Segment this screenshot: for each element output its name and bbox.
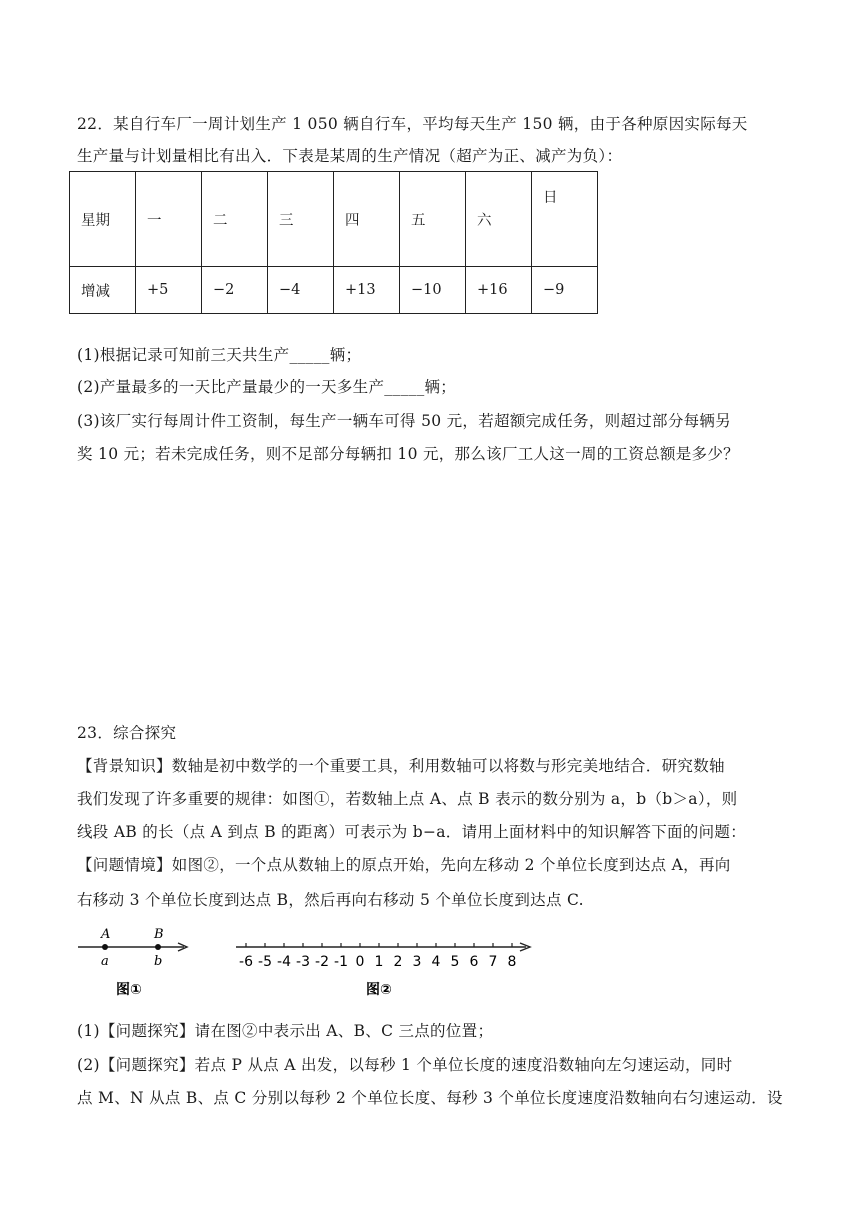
q23-situation-line-2: 右移动 3 个单位长度到达点 B，然后再向右移动 5 个单位长度到达点 C. [77, 891, 584, 909]
table-row-days [70, 172, 598, 267]
tick-label: 1 [374, 954, 384, 970]
day-cell: 三 [268, 172, 334, 267]
tick-label: 2 [393, 954, 403, 970]
tick-label: 4 [431, 954, 441, 970]
tick-label: -2 [315, 954, 329, 970]
day-cell: 二 [202, 172, 268, 267]
change-cell: +5 [136, 267, 202, 314]
day-cell: 一 [136, 172, 202, 267]
point-a-label: A [101, 927, 111, 942]
q22-text-line-1: 22．某自行车厂一周计划生产 1 050 辆自行车，平均每天生产 150 辆，由于各种原因实际每天 [77, 115, 748, 133]
day-cell: 五 [400, 172, 466, 267]
change-cell: −2 [202, 267, 268, 314]
q23-title: 23．综合探究 [77, 724, 177, 742]
change-cell: −9 [532, 267, 598, 314]
figure-1-number-line [70, 922, 200, 1002]
day-cell: 日 [532, 172, 598, 267]
value-a-label: a [101, 954, 109, 969]
tick-label: -6 [239, 954, 253, 970]
change-cell: −10 [400, 267, 466, 314]
tick-label: 7 [488, 954, 498, 970]
tick-label: -4 [277, 954, 291, 970]
tick-label: -1 [334, 954, 348, 970]
table-row-changes [70, 267, 598, 314]
row-label-change: 增减 [70, 267, 136, 314]
q23-background-line-2: 我们发现了许多重要的规律：如图①，若数轴上点 A、点 B 表示的数分别为 a，b（b＞a），则 [77, 790, 738, 808]
q23-part-2-line-2: 点 M、N 从点 B、点 C 分别以每秒 2 个单位长度、每秒 3 个单位长度速度沿数轴向右匀速运动．设 [77, 1089, 783, 1107]
point-b-label: B [154, 927, 164, 942]
day-cell: 四 [334, 172, 400, 267]
tick-label: 0 [355, 954, 365, 970]
value-b-label: b [154, 954, 163, 969]
q22-sub-question-2: (2)产量最多的一天比产量最少的一天多生产_____辆； [77, 378, 457, 396]
tick-label: -5 [258, 954, 272, 970]
tick-label: 6 [469, 954, 479, 970]
tick-label: -3 [296, 954, 310, 970]
q23-part-2-line-1: (2)【问题探究】若点 P 从点 A 出发，以每秒 1 个单位长度的速度沿数轴向左匀速运动，同时 [77, 1056, 733, 1074]
production-table [69, 171, 598, 314]
day-cell: 六 [466, 172, 532, 267]
q23-situation-line-1: 【问题情境】如图②，一个点从数轴上的原点开始，先向左移动 2 个单位长度到达点 A，再向 [77, 856, 731, 874]
q23-background-line-3: 线段 AB 的长（点 A 到点 B 的距离）可表示为 b−a．请用上面材料中的知识解答下面的问题： [77, 823, 747, 841]
point-b-dot [155, 944, 161, 950]
q22-sub-question-1: (1)根据记录可知前三天共生产_____辆； [77, 346, 362, 364]
point-a-dot [102, 944, 108, 950]
q22-sub-question-3-line-2: 奖 10 元；若未完成任务，则不足部分每辆扣 10 元，那么该厂工人这一周的工资总额是多少？ [77, 445, 739, 463]
change-cell: +16 [466, 267, 532, 314]
figure-1-caption: 图① [116, 982, 142, 998]
figure-2-number-line [230, 922, 540, 1002]
row-label-day: 星期 [70, 172, 136, 267]
tick-label: 5 [450, 954, 460, 970]
tick-label: 3 [412, 954, 422, 970]
change-cell: +13 [334, 267, 400, 314]
figure-2-caption: 图② [366, 982, 392, 998]
tick-label: 8 [507, 954, 517, 970]
change-cell: −4 [268, 267, 334, 314]
q22-text-line-2: 生产量与计划量相比有出入．下表是某周的生产情况（超产为正、减产为负）： [77, 147, 623, 165]
q23-part-1: (1)【问题探究】请在图②中表示出 A、B、C 三点的位置； [77, 1022, 494, 1040]
q22-sub-question-3-line-1: (3)该厂实行每周计件工资制，每生产一辆车可得 50 元，若超额完成任务，则超过部分每辆另 [77, 412, 732, 430]
q23-background-line-1: 【背景知识】数轴是初中数学的一个重要工具，利用数轴可以将数与形完美地结合．研究数轴 [77, 757, 725, 775]
